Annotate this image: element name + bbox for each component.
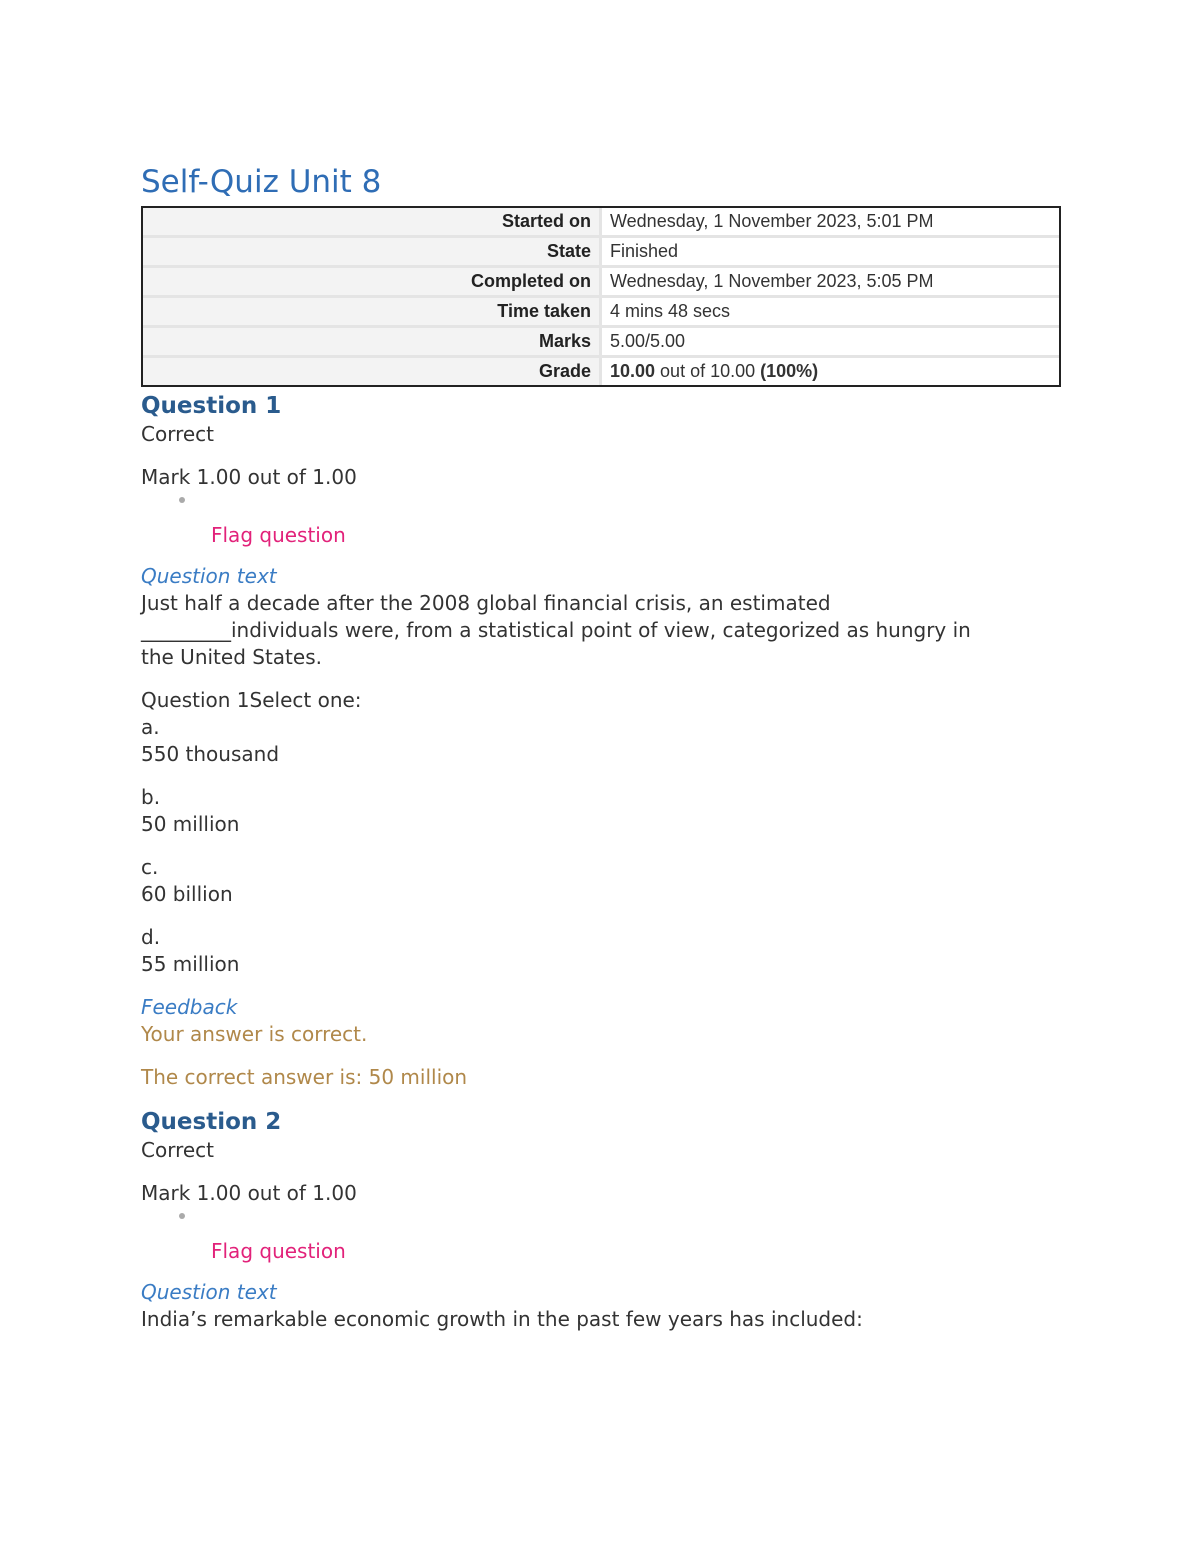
grade-percent: (100%) [760,361,819,381]
summary-row-marks [143,328,1059,358]
answer-option-d[interactable] [141,924,1061,978]
question-mark: Mark 1.00 out of 1.00 [141,1181,357,1205]
flag-list [141,1207,1061,1237]
question-status: Correct [141,1138,214,1162]
question-heading: Question 1 [141,393,282,419]
summary-label: Grade [143,358,602,385]
summary-label: Marks [143,328,602,358]
summary-row-completed [143,268,1059,298]
grade-score: 10.00 [610,361,656,381]
summary-row-state [143,238,1059,268]
summary-row-started [143,208,1059,238]
select-prompt: Question 1Select one: [141,688,362,712]
grade-out-of: out of 10.00 [655,361,761,381]
summary-label: State [143,238,602,268]
summary-value: 4 mins 48 secs [602,298,1059,328]
feedback-result: Your answer is correct. [141,1022,368,1046]
summary-value: Wednesday, 1 November 2023, 5:01 PM [602,208,1059,238]
question-text-line: the United States. [141,645,322,669]
question-1 [141,391,1061,1091]
bullet-icon [179,497,185,503]
option-text: 60 billion [141,882,233,906]
question-text-label: Question text [141,564,277,588]
option-letter: c. [141,855,159,879]
question-status: Correct [141,422,214,446]
answer-option-b[interactable] [141,784,1061,838]
summary-value [602,358,1059,385]
bullet-icon [179,1213,185,1219]
page-title: Self-Quiz Unit 8 [141,164,382,200]
question-text-line: India’s remarkable economic growth in the past few years has included: [141,1307,863,1331]
option-letter: a. [141,715,160,739]
feedback-label: Feedback [141,995,238,1019]
summary-label: Started on [143,208,602,238]
summary-label: Completed on [143,268,602,298]
question-text-label: Question text [141,1280,277,1304]
answer-option-a[interactable] [141,714,1061,768]
option-text: 50 million [141,812,240,836]
summary-row-grade [143,358,1059,385]
question-mark: Mark 1.00 out of 1.00 [141,465,357,489]
summary-value: Wednesday, 1 November 2023, 5:05 PM [602,268,1059,298]
answer-option-c[interactable] [141,854,1061,908]
flag-list [141,491,1061,521]
quiz-review-page [141,160,1061,1333]
option-letter: b. [141,785,161,809]
question-heading: Question 2 [141,1109,282,1135]
question-text-line: _________individuals were, from a statistical point of view, categorized as hungry in [141,618,971,642]
question-2 [141,1107,1061,1333]
correct-answer: The correct answer is: 50 million [141,1065,468,1089]
flag-question-link[interactable]: Flag question [211,523,346,547]
summary-value: Finished [602,238,1059,268]
summary-value: 5.00/5.00 [602,328,1059,358]
option-text: 55 million [141,952,240,976]
option-text: 550 thousand [141,742,280,766]
summary-row-time-taken [143,298,1059,328]
attempt-summary-table [141,206,1061,387]
summary-label: Time taken [143,298,602,328]
flag-question-link[interactable]: Flag question [211,1239,346,1263]
option-letter: d. [141,925,161,949]
question-text-line: Just half a decade after the 2008 global financial crisis, an estimated [141,591,831,615]
